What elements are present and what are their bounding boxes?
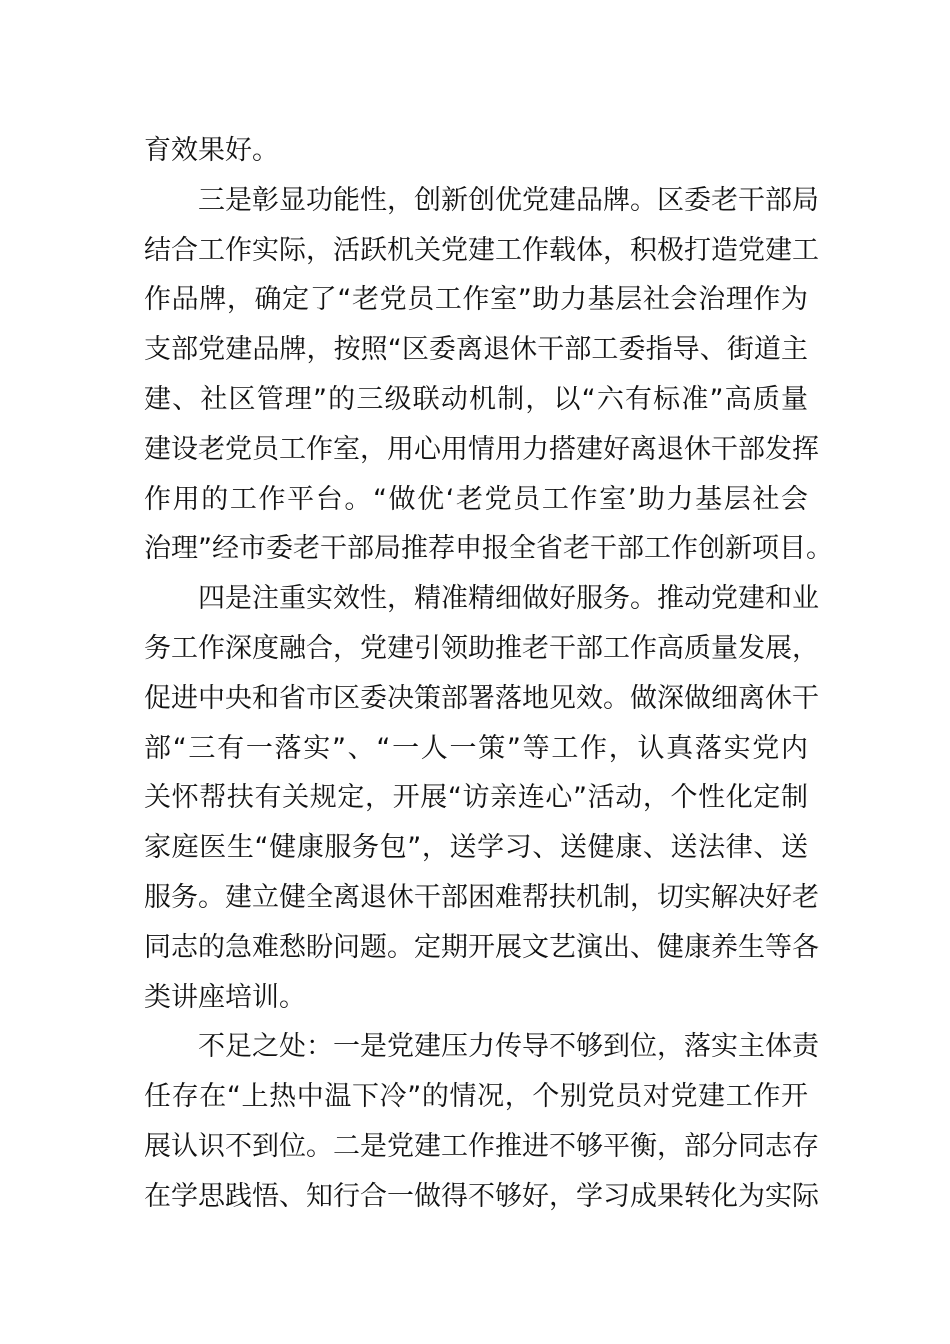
text-line: 治理”经市委老干部局推荐申报全省老干部工作创新项目。: [144, 533, 833, 565]
text-line: 结合工作实际，活跃机关党建工作载体，积极打造党建工: [144, 234, 819, 266]
paragraph-first-line: 三是彰显功能性，创新创优党建品牌。区委老干部局: [198, 184, 819, 216]
text-line: 建、社区管理”的三级联动机制，以“六有标准”高质量: [144, 383, 808, 415]
text-line: 同志的急难愁盼问题。定期开展文艺演出、健康养生等各: [144, 931, 819, 963]
text-line: 务工作深度融合，党建引领助推老干部工作高质量发展，: [144, 632, 819, 664]
paragraph-first-line: 不足之处：一是党建压力传导不够到位，落实主体责: [198, 1031, 819, 1063]
text-line: 促进中央和省市区委决策部署落地见效。做深做细离休干: [144, 682, 819, 714]
paragraph-first-line: 四是注重实效性，精准精细做好服务。推动党建和业: [198, 583, 819, 615]
text-line: 关怀帮扶有关规定，开展“访亲连心”活动，个性化定制: [144, 782, 808, 814]
text-line: 展认识不到位。二是党建工作推进不够平衡，部分同志存: [144, 1130, 819, 1162]
text-line: 建设老党员工作室，用心用情用力搭建好离退休干部发挥: [144, 433, 819, 465]
document-body: [144, 126, 833, 1222]
text-line: 在学思践悟、知行合一做得不够好，学习成果转化为实际: [144, 1180, 819, 1212]
text-line: 作品牌，确定了“老党员工作室”助力基层社会治理作为: [144, 284, 808, 316]
text-line: 育效果好。: [144, 135, 279, 166]
text-line: 支部党建品牌，按照“区委离退休干部工委指导、街道主: [144, 334, 808, 366]
text-line: 部“三有一落实”、“一人一策”等工作，认真落实党内: [144, 732, 808, 764]
text-line: 类讲座培训。: [144, 981, 306, 1013]
text-line: 任存在“上热中温下冷”的情况，个别党员对党建工作开: [144, 1081, 808, 1113]
text-line: 家庭医生“健康服务包”，送学习、送健康、送法律、送: [144, 832, 808, 864]
text-line: 作用的工作平台。“做优‘老党员工作室’助力基层社会: [144, 483, 808, 515]
text-line: 服务。建立健全离退休干部困难帮扶机制，切实解决好老: [144, 881, 819, 913]
